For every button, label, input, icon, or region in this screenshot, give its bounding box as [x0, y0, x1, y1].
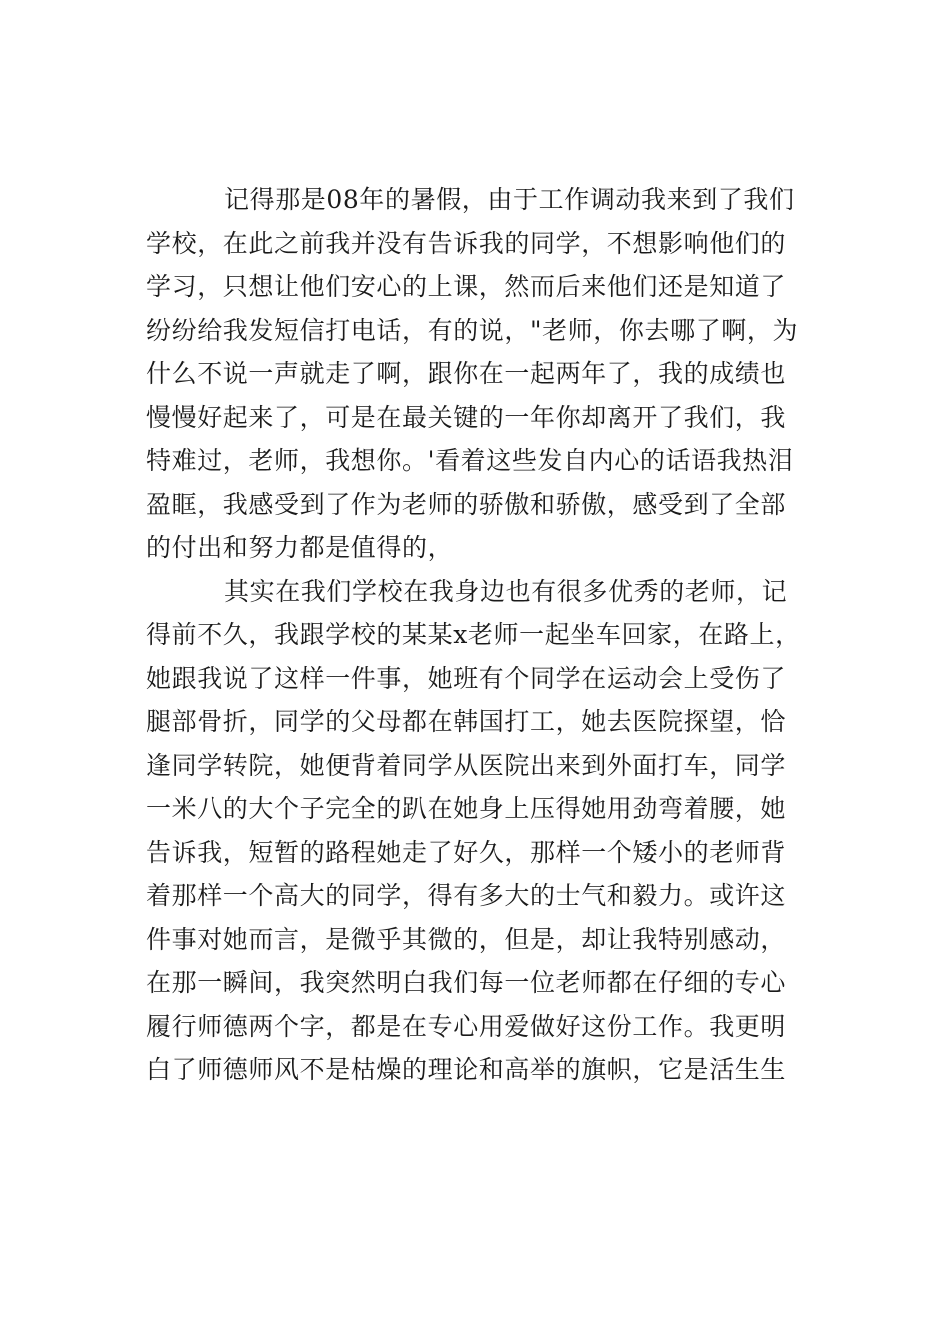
text-line: 逢同学转院，她便背着同学从医院出来到外面打车，同学: [146, 750, 787, 780]
text-line: 腿部骨折，同学的父母都在韩国打工，她去医院探望，恰: [146, 707, 787, 736]
text-line: 什么不说一声就走了啊，跟你在一起两年了，我的成绩也: [146, 359, 787, 388]
document-body: [146, 178, 811, 1092]
text-line: 履行师德两个字，都是在专心用爱做好这份工作。我更明: [146, 1011, 787, 1041]
text-line: 盈眶，我感受到了作为老师的骄傲和骄傲，感受到了全部: [146, 489, 787, 519]
text-line: 慢慢好起来了，可是在最关键的一年你却离开了我们，我: [146, 402, 787, 432]
text-line: 在那一瞬间，我突然明白我们每一位老师都在仔细的专心: [146, 968, 787, 997]
text-line: 白了师德师风不是枯燥的理论和高举的旗帜，它是活生生: [146, 1055, 787, 1084]
text-line: 她跟我说了这样一件事，她班有个同学在运动会上受伤了: [146, 663, 787, 693]
text-line: 一米八的大个子完全的趴在她身上压得她用劲弯着腰，她: [146, 794, 787, 823]
text-line: 其实在我们学校在我身边也有很多优秀的老师，记: [224, 576, 788, 606]
text-line: 学习，只想让他们安心的上课，然而后来他们还是知道了: [146, 272, 787, 301]
paragraph-1: [146, 178, 811, 570]
text-line: 记得那是08年的暑假，由于工作调动我来到了我们: [224, 185, 795, 214]
text-line: 纷纷给我发短信打电话，有的说，"老师，你去哪了啊，为: [146, 315, 799, 345]
text-line: 件事对她而言，是微乎其微的，但是，却让我特别感动，: [146, 924, 787, 954]
paragraph-2: [146, 570, 811, 1092]
text-line: 告诉我，短暂的路程她走了好久，那样一个矮小的老师背: [146, 837, 787, 867]
text-line: 特难过，老师，我想你。'看着这些发自内心的话语我热泪: [146, 446, 794, 475]
text-line: 学校，在此之前我并没有告诉我的同学，不想影响他们的: [146, 228, 787, 258]
text-line: 得前不久，我跟学校的某某x老师一起坐车回家，在路上，: [146, 620, 801, 649]
text-line: 着那样一个高大的同学，得有多大的士气和毅力。或许这: [146, 881, 787, 910]
text-line: 的付出和努力都是值得的，: [146, 533, 454, 562]
